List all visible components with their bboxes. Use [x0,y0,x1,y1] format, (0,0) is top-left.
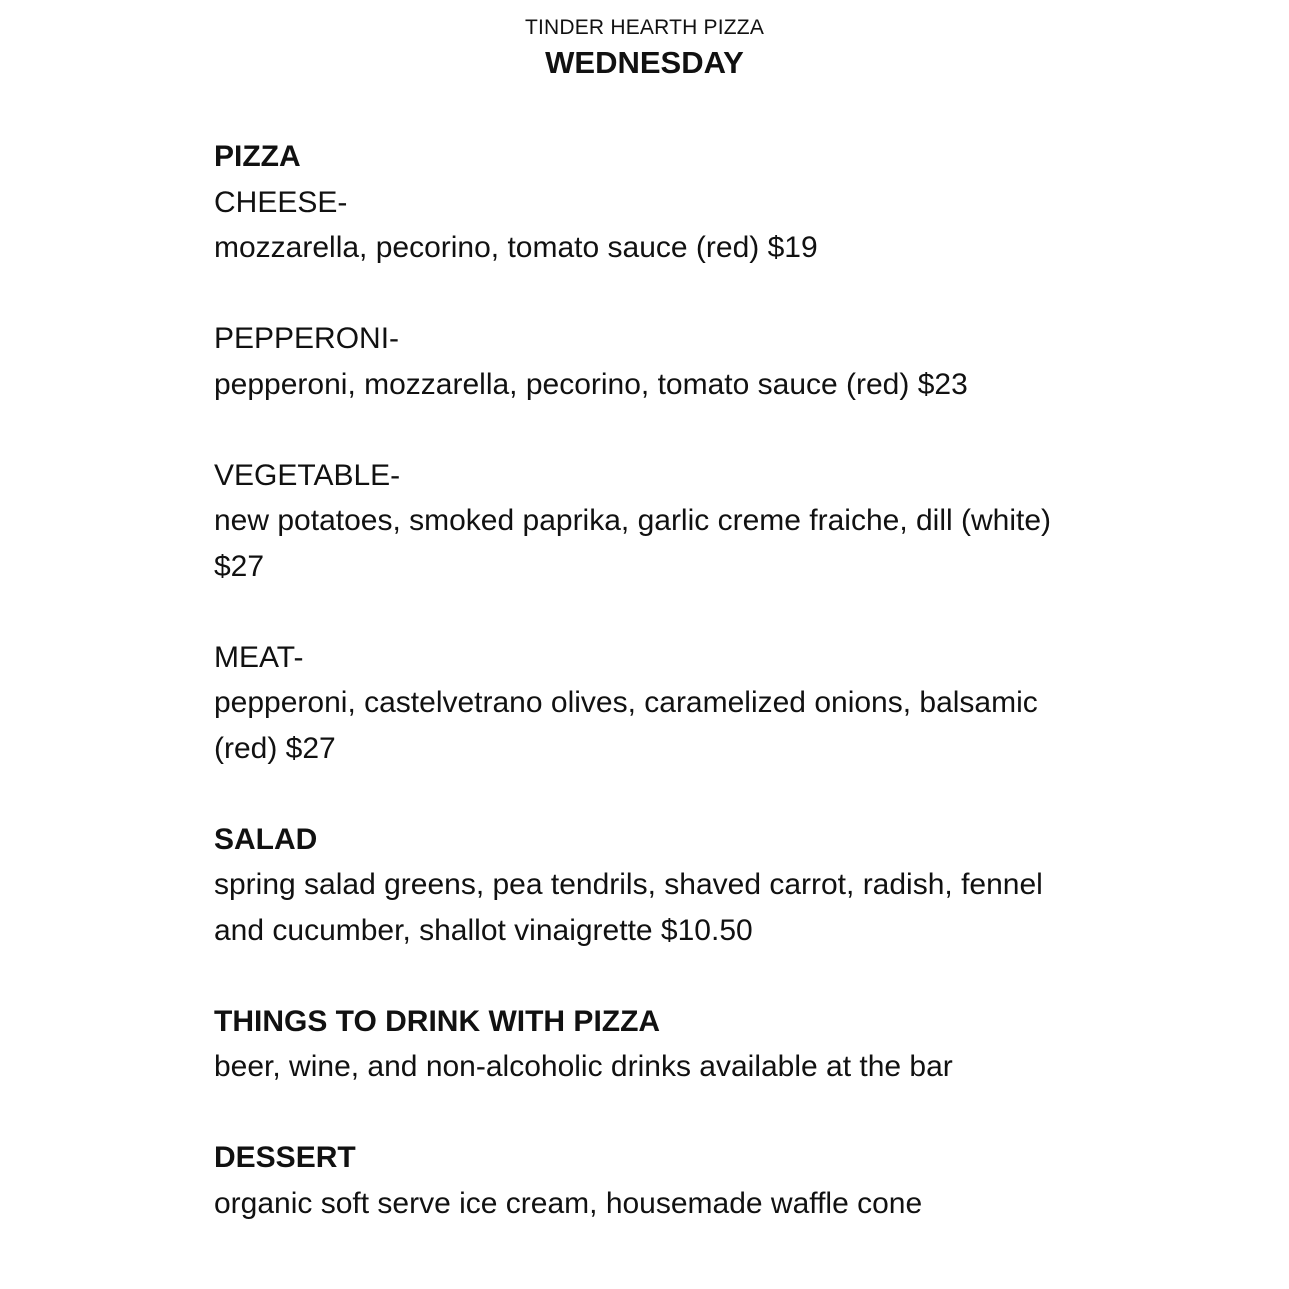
item-name: CHEESE- [214,185,348,219]
section-heading-salad: SALAD [214,822,318,856]
spacer [214,1090,1094,1136]
day-title: WEDNESDAY [545,45,744,80]
item-name: PEPPERONI- [214,322,400,355]
section-heading-pizza: PIZZA [214,140,301,173]
item-description: mozzarella, pecorino, tomato sauce (red) $19 [214,231,818,264]
item-name: MEAT- [214,640,304,674]
item-description: new potatoes, smoked paprika, garlic creme fraiche, dill (white) $27 [214,504,1052,583]
spacer [214,407,1094,453]
salad-section [214,817,1094,954]
dessert-section [214,1135,1094,1226]
section-heading-dessert: DESSERT [214,1141,356,1174]
menu-item-cheese [214,180,1094,271]
menu-item-vegetable [214,453,1094,590]
spacer [214,271,1094,317]
section-description: spring salad greens, pea tendrils, shaved carrot, radish, fennel and cucumber, shallot vinaigrette $10.50 [214,868,1043,947]
section-description: organic soft serve ice cream, housemade waffle cone [214,1186,923,1220]
menu-header [0,14,1289,84]
spacer [214,953,1094,999]
pizza-section [214,134,1094,771]
menu-item-pepperoni [214,316,1094,407]
item-description: pepperoni, mozzarella, pecorino, tomato sauce (red) $23 [214,367,968,401]
menu-body [214,134,1094,1226]
section-description: beer, wine, and non-alcoholic drinks available at the bar [214,1050,953,1083]
menu-item-meat [214,635,1094,772]
spacer [214,771,1094,817]
section-heading-drinks: THINGS TO DRINK WITH PIZZA [214,1004,661,1038]
spacer [214,589,1094,635]
drinks-section [214,999,1094,1090]
item-description: pepperoni, castelvetrano olives, caramelized onions, balsamic (red) $27 [214,686,1038,765]
restaurant-name: TINDER HEARTH PIZZA [524,16,765,39]
item-name: VEGETABLE- [214,458,401,492]
